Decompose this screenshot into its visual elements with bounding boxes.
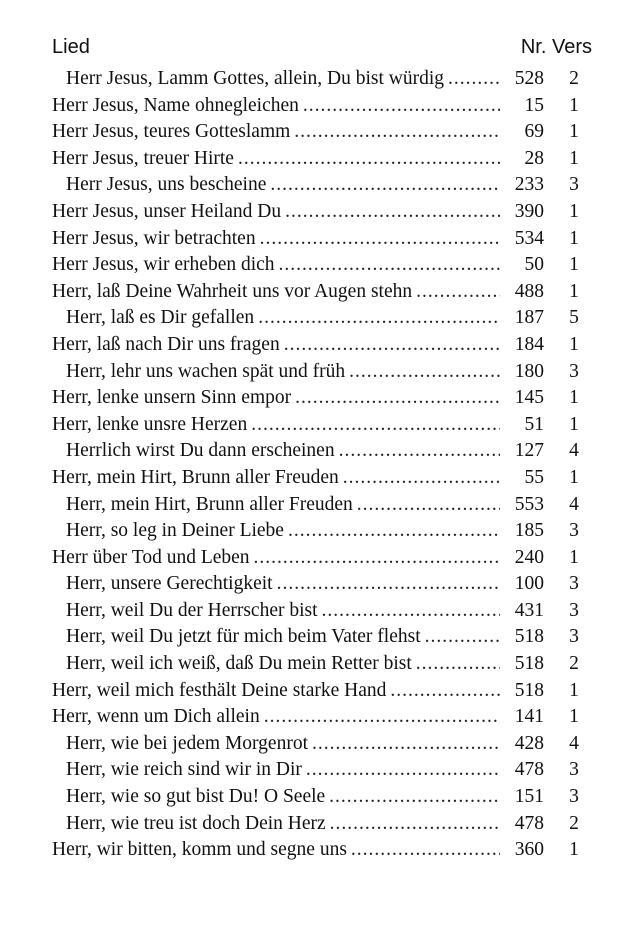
entry-title: Herr über Tod und Leben	[52, 546, 250, 568]
entry-verse: 4	[569, 493, 579, 515]
list-item	[0, 545, 640, 572]
dot-leader	[416, 279, 500, 306]
entry-title: Herr, lehr uns wachen spät und früh	[66, 360, 346, 382]
entry-number: 518	[514, 679, 544, 701]
list-item	[0, 784, 640, 811]
entry-verse: 1	[569, 706, 579, 728]
entry-verse: 1	[569, 280, 579, 302]
entry-title: Herr Jesus, Name ohnegleichen	[52, 94, 299, 116]
entry-verse: 1	[569, 413, 579, 435]
entry-number: 180	[514, 360, 544, 382]
entry-title: Herr, wenn um Dich allein	[52, 706, 260, 728]
entry-title: Herr, weil mich festhält Deine starke Hand	[52, 679, 387, 701]
entry-number: 184	[514, 333, 544, 355]
entry-verse: 4	[569, 440, 579, 462]
dot-leader	[251, 412, 500, 439]
entry-title-with-leader	[66, 784, 500, 811]
list-item	[0, 571, 640, 598]
entry-number: 518	[514, 626, 544, 648]
entry-title-with-leader	[66, 811, 500, 838]
entry-title-with-leader	[66, 66, 500, 93]
column-header	[52, 35, 592, 59]
entry-number: 55	[524, 466, 544, 488]
entry-title-with-leader	[66, 571, 500, 598]
entry-number: 187	[514, 307, 544, 329]
entry-number: 518	[514, 653, 544, 675]
list-item	[0, 146, 640, 173]
entry-verse: 1	[569, 839, 579, 861]
entry-title-with-leader	[66, 492, 500, 519]
dot-leader	[351, 837, 500, 864]
list-item	[0, 199, 640, 226]
entry-title: Herrlich wirst Du dann erscheinen	[66, 440, 335, 462]
entry-verse: 3	[569, 520, 579, 542]
list-item	[0, 678, 640, 705]
list-item	[0, 651, 640, 678]
entry-verse: 3	[569, 759, 579, 781]
header-nr-vers: Nr. Vers	[520, 36, 592, 58]
dot-leader	[303, 93, 500, 120]
entry-verse: 1	[569, 227, 579, 249]
dot-leader	[279, 252, 500, 279]
entry-title: Herr, laß es Dir gefallen	[66, 307, 255, 329]
entry-title: Herr, wie treu ist doch Dein Herz	[66, 812, 326, 834]
entry-title: Herr, wir bitten, komm und segne uns	[52, 839, 347, 861]
entry-title-with-leader	[52, 465, 500, 492]
entry-title: Herr Jesus, teures Gotteslamm	[52, 121, 291, 143]
entry-title-with-leader	[52, 279, 500, 306]
entry-verse: 5	[569, 307, 579, 329]
list-item	[0, 624, 640, 651]
list-item	[0, 279, 640, 306]
entry-number: 390	[514, 200, 544, 222]
entry-number: 360	[514, 839, 544, 861]
list-item	[0, 172, 640, 199]
song-index-list	[0, 66, 640, 864]
entry-verse: 2	[569, 68, 579, 89]
entry-title-with-leader	[66, 757, 500, 784]
entry-title: Herr, unsere Gerechtigkeit	[66, 573, 273, 595]
entry-number: 50	[524, 254, 544, 276]
entry-number: 233	[514, 174, 544, 196]
entry-title-with-leader	[66, 651, 500, 678]
dot-leader	[277, 571, 500, 598]
entry-title-with-leader	[52, 146, 500, 173]
entry-verse: 3	[569, 360, 579, 382]
entry-title-with-leader	[52, 678, 500, 705]
entry-title-with-leader	[52, 199, 500, 226]
list-item	[0, 226, 640, 253]
dot-leader	[416, 651, 500, 678]
entry-title: Herr Jesus, treuer Hirte	[52, 147, 234, 169]
entry-title-with-leader	[66, 359, 500, 386]
list-item	[0, 93, 640, 120]
entry-verse: 3	[569, 573, 579, 595]
entry-title-with-leader	[66, 518, 500, 545]
entry-title: Herr, mein Hirt, Brunn aller Freuden	[52, 466, 339, 488]
entry-number: 478	[514, 759, 544, 781]
dot-leader	[425, 624, 500, 651]
dot-leader	[238, 146, 500, 173]
entry-title-with-leader	[52, 119, 500, 146]
list-item	[0, 704, 640, 731]
entry-number: 528	[514, 68, 544, 89]
entry-title: Herr Jesus, wir betrachten	[52, 227, 256, 249]
list-item	[0, 438, 640, 465]
entry-number: 15	[524, 94, 544, 116]
entry-verse: 4	[569, 732, 579, 754]
entry-verse: 3	[569, 786, 579, 808]
entry-number: 240	[514, 546, 544, 568]
dot-leader	[254, 545, 500, 572]
entry-title-with-leader	[66, 598, 500, 625]
dot-leader	[294, 119, 500, 146]
list-item	[0, 757, 640, 784]
entry-verse: 2	[569, 812, 579, 834]
dot-leader	[295, 385, 500, 412]
list-item	[0, 359, 640, 386]
entry-title: Herr, weil ich weiß, daß Du mein Retter bist	[66, 653, 412, 675]
entry-verse: 1	[569, 147, 579, 169]
dot-leader	[288, 518, 500, 545]
list-item	[0, 518, 640, 545]
list-item	[0, 385, 640, 412]
dot-leader	[390, 678, 500, 705]
entry-verse: 1	[569, 333, 579, 355]
list-item	[0, 837, 640, 864]
dot-leader	[285, 199, 500, 226]
entry-title: Herr, weil Du jetzt für mich beim Vater flehst	[66, 626, 421, 648]
dot-leader	[329, 784, 500, 811]
entry-number: 553	[514, 493, 544, 515]
entry-number: 151	[514, 786, 544, 808]
entry-title-with-leader	[66, 624, 500, 651]
entry-number: 51	[524, 413, 544, 435]
entry-title: Herr, laß nach Dir uns fragen	[52, 333, 280, 355]
entry-title-with-leader	[52, 226, 500, 253]
entry-verse: 3	[569, 626, 579, 648]
entry-number: 127	[514, 440, 544, 462]
dot-leader	[357, 492, 500, 519]
entry-title-with-leader	[52, 412, 500, 439]
list-item	[0, 492, 640, 519]
entry-title: Herr, laß Deine Wahrheit uns vor Augen stehn	[52, 280, 413, 302]
entry-verse: 1	[569, 679, 579, 701]
list-item	[0, 252, 640, 279]
entry-verse: 3	[569, 174, 579, 196]
entry-number: 488	[514, 280, 544, 302]
entry-title: Herr Jesus, wir erheben dich	[52, 254, 275, 276]
entry-title: Herr, weil Du der Herrscher bist	[66, 599, 318, 621]
entry-verse: 1	[569, 546, 579, 568]
list-item	[0, 598, 640, 625]
entry-verse: 1	[569, 387, 579, 409]
entry-title-with-leader	[52, 837, 500, 864]
list-item	[0, 811, 640, 838]
dot-leader	[339, 438, 500, 465]
entry-verse: 2	[569, 653, 579, 675]
entry-number: 145	[514, 387, 544, 409]
entry-verse: 1	[569, 200, 579, 222]
entry-title-with-leader	[52, 385, 500, 412]
entry-number: 185	[514, 520, 544, 542]
dot-leader	[284, 332, 500, 359]
dot-leader	[448, 66, 500, 93]
dot-leader	[330, 811, 500, 838]
dot-leader	[312, 731, 500, 758]
entry-number: 431	[514, 599, 544, 621]
dot-leader	[343, 465, 500, 492]
entry-title: Herr, mein Hirt, Brunn aller Freuden	[66, 493, 353, 515]
entry-title-with-leader	[66, 438, 500, 465]
list-item	[0, 465, 640, 492]
list-item	[0, 119, 640, 146]
list-item	[0, 412, 640, 439]
entry-number: 100	[514, 573, 544, 595]
entry-number: 69	[524, 121, 544, 143]
entry-title-with-leader	[52, 704, 500, 731]
entry-verse: 1	[569, 121, 579, 143]
entry-title-with-leader	[52, 93, 500, 120]
entry-title: Herr, lenke unsern Sinn empor	[52, 387, 292, 409]
entry-title: Herr Jesus, Lamm Gottes, allein, Du bist würdig	[66, 68, 445, 89]
entry-title-with-leader	[66, 305, 500, 332]
entry-title: Herr, so leg in Deiner Liebe	[66, 520, 284, 542]
entry-number: 28	[524, 147, 544, 169]
entry-verse: 3	[569, 599, 579, 621]
list-item	[0, 305, 640, 332]
entry-title: Herr, wie so gut bist Du! O Seele	[66, 786, 326, 808]
entry-verse: 1	[569, 254, 579, 276]
dot-leader	[349, 359, 500, 386]
entry-verse: 1	[569, 94, 579, 116]
dot-leader	[258, 305, 500, 332]
header-lied: Lied	[52, 36, 90, 58]
list-item	[0, 332, 640, 359]
entry-title: Herr, lenke unsre Herzen	[52, 413, 248, 435]
entry-title: Herr Jesus, uns bescheine	[66, 174, 267, 196]
entry-title: Herr, wie reich sind wir in Dir	[66, 759, 302, 781]
entry-number: 428	[514, 732, 544, 754]
entry-number: 141	[514, 706, 544, 728]
entry-number: 478	[514, 812, 544, 834]
entry-title-with-leader	[66, 172, 500, 199]
entry-title-with-leader	[52, 252, 500, 279]
dot-leader	[260, 226, 500, 253]
dot-leader	[270, 172, 500, 199]
entry-title: Herr, wie bei jedem Morgenrot	[66, 732, 308, 754]
entry-verse: 1	[569, 466, 579, 488]
entry-title: Herr Jesus, unser Heiland Du	[52, 200, 282, 222]
entry-title-with-leader	[52, 545, 500, 572]
entry-number: 534	[514, 227, 544, 249]
dot-leader	[322, 598, 500, 625]
dot-leader	[306, 757, 500, 784]
entry-title-with-leader	[52, 332, 500, 359]
list-item	[0, 731, 640, 758]
list-item	[0, 66, 640, 93]
entry-title-with-leader	[66, 731, 500, 758]
dot-leader	[264, 704, 500, 731]
